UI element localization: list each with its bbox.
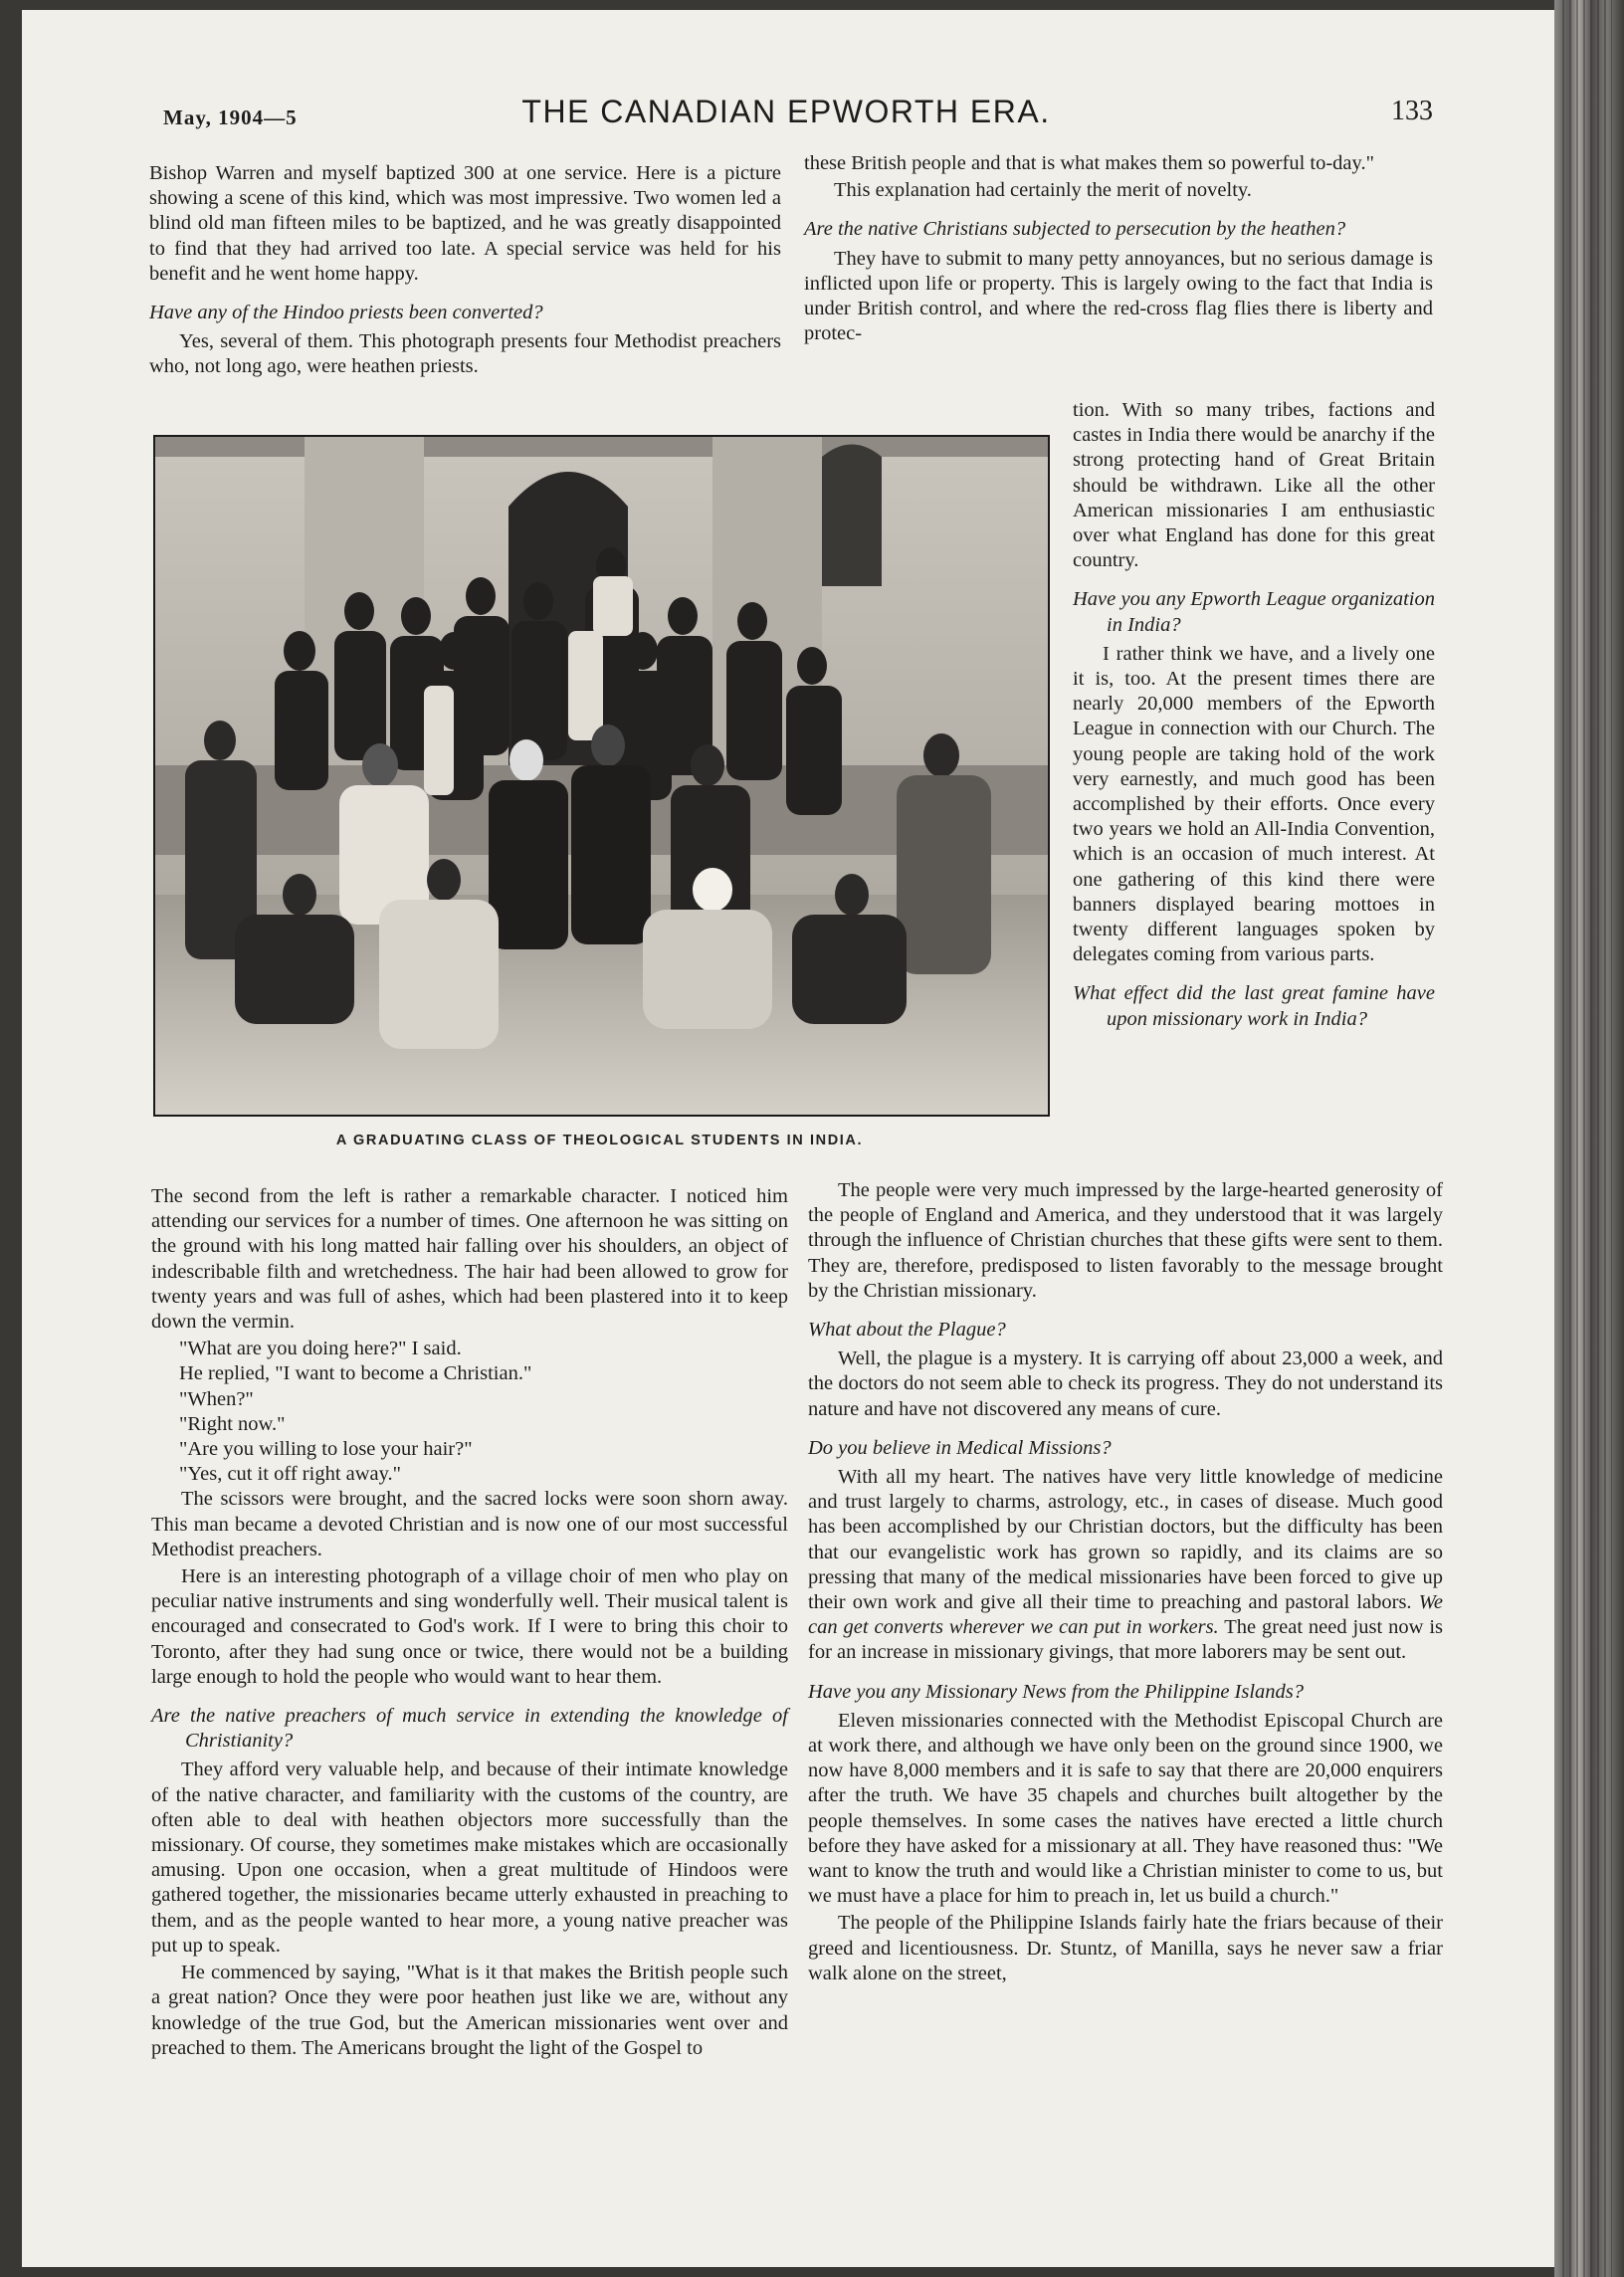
paragraph: The people of the Philippine Islands fairly hate the friars because of their greed and licentiousness. Dr. Stuntz, of Manilla, says he never saw a friar walk alone on the street,: [808, 1912, 1443, 1984]
paragraph: The second from the left is rather a remarkable character. I noticed him attending our services for a number of times. One afternoon he was sitting on the ground with his long matted hair falling over his shoulders, an object of indescribable filth and wretchedness. The hair had been allowed to grow for twenty years and was full of ashes, which had been plastered into it to keep down the vermin.: [151, 1185, 788, 1334]
paragraph: Well, the plague is a mystery. It is carrying off about 23,000 a week, and the doctors do not seem able to check its progress. They do not understand its nature and have not discovered any means of cure.: [808, 1347, 1443, 1420]
photo-caption: A GRADUATING CLASS OF THEOLOGICAL STUDENTS IN INDIA.: [335, 1133, 864, 1148]
paragraph: They have to submit to many petty annoyances, but no serious damage is inflicted upon life or property. This is largely owing to the fact that India is under British control, and where the red-cross flag flies there is liberty and protec-: [804, 247, 1433, 345]
paragraph: tion. With so many tribes, factions and castes in India there would be anarchy if the strong protecting hand of Great Britain should be withdrawn. Like all the other American missionaries I am enthusiastic over what England has done for this great country.: [1073, 399, 1435, 572]
question-heading: What effect did the last great famine have upon missionary work in India?: [1073, 982, 1435, 1030]
column-bottom-left: [151, 1184, 788, 2063]
paragraph: Eleven missionaries connected with the Methodist Episcopal Church are at work there, and although we have only been on the ground since 1900, we now have 8,000 members and it is safe to say that there are 20,000 enquirers after the truth. We have 35 chapels and churches built altogether by the people themselves. In some cases the natives have erected a little church before they have asked for a missionary at all. They have reasoned thus: "We want to know the truth and would like a Christian minister to come to us, but we must have a place for him to preach in, let us build a church.": [808, 1709, 1443, 1908]
book-page-edges: [1562, 0, 1612, 2277]
graduating-class-photo: [155, 437, 1048, 1115]
paragraph-text: The great need just now is for an increase in missionary givings, that more laborers may be sent out.: [808, 1616, 1444, 1664]
dialogue-line: "When?": [179, 1387, 254, 1410]
question-heading: Have you any Epworth League organization in India?: [1073, 588, 1435, 636]
paragraph: Bishop Warren and myself baptized 300 at one service. Here is a picture showing a scene of this kind, which was most impressive. Two women led a blind old man fifteen miles to be baptized, and he was greatly disappointed to find that they had arrived too late. A special service was held for his benefit and he went home happy.: [149, 162, 781, 285]
dialogue-line: "Right now.": [179, 1412, 286, 1435]
header-title: THE CANADIAN EPWORTH ERA.: [521, 94, 1051, 129]
question-heading: Are the native Christians subjected to persecution by the heathen?: [804, 218, 1346, 241]
page-number: 133: [1391, 96, 1433, 126]
paragraph: [808, 1465, 1443, 1666]
question-heading: Have any of the Hindoo priests been converted?: [149, 302, 543, 324]
photograph: [153, 435, 1050, 1117]
paragraph: these British people and that is what makes them so powerful to-day.": [804, 152, 1374, 174]
dialogue-line: "What are you doing here?" I said.: [179, 1338, 462, 1360]
dialogue-line: "Are you willing to lose your hair?": [179, 1438, 473, 1461]
dialogue-line: He replied, "I want to become a Christian.": [179, 1362, 532, 1385]
paragraph: Here is an interesting photograph of a village choir of men who play on peculiar native instruments and sing wonderfully well. Their musical talent is encouraged and consecrated to God's work. If I were to bring this choir to Toronto, after they had sung once or twice, there would not be a building large enough to hold the people who would want to hear them.: [151, 1565, 788, 1688]
page-header: [139, 88, 1433, 137]
emphasized-text: We can get converts wherever we can put in workers.: [808, 1591, 1443, 1639]
paragraph: This explanation had certainly the merit of novelty.: [834, 179, 1252, 202]
paragraph: He commenced by saying, "What is it that makes the British people such a great nation? Once they were poor heathen just like we are, without any knowledge of the true God, but the American missionaries went over and preached to them. The Americans brought the light of the Gospel to: [151, 1962, 788, 2059]
paragraph: They afford very valuable help, and because of their intimate knowledge of the native character, and familiarity with the customs of the country, are often able to deal with heathen objectors more successfully than the missionary. Of course, they sometimes make mistakes which are occasionally amusing. Upon one occasion, when a great multitude of Hindoos were gathered together, the missionaries became utterly exhausted in preaching to them, and as the people wanted to hear more, a young native preacher was put up to speak.: [151, 1759, 788, 1957]
paragraph: Yes, several of them. This photograph presents four Methodist preachers who, not long ago, were heathen priests.: [149, 330, 781, 378]
column-bottom-right: [808, 1178, 1443, 1988]
question-heading: What about the Plague?: [808, 1319, 1006, 1342]
question-heading: Have you any Missionary News from the Philippine Islands?: [808, 1680, 1305, 1703]
question-heading: Are the native preachers of much service in extending the knowledge of Christianity?: [151, 1705, 788, 1753]
paragraph: I rather think we have, and a lively one it is, too. At the present times there are nearly 20,000 members of the Epworth League in connection with our Church. The young people are taking hold of the work very earnestly, and much good has been accomplished by their efforts. Once every two years we hold an All-India Convention, which is an occasion of much interest. At one gathering of this kind there were banners displayed bearing mottoes in twenty different languages spoken by delegates coming from various parts.: [1073, 642, 1435, 966]
header-date: May, 1904—5: [163, 105, 298, 129]
column-top-left: [149, 161, 781, 382]
question-heading: Do you believe in Medical Missions?: [808, 1436, 1112, 1459]
dialogue-line: "Yes, cut it off right away.": [179, 1463, 402, 1486]
paragraph: The scissors were brought, and the sacred locks were soon shorn away. This man became a devoted Christian and is now one of our most successful Methodist preachers.: [151, 1488, 788, 1560]
column-beside-photo: [1073, 398, 1435, 1036]
paragraph-text: With all my heart. The natives have very little knowledge of medicine and trust largely to charms, astrology, etc., in cases of disease. Much good has been accomplished by our Christian doctors, but the difficulty has been that our evangelistic work has grown so rapidly, and its claims are so pressing that many of the medical missionaries have been forced to give up their own work and give all their time to preaching and pastoral labors.: [808, 1466, 1443, 1614]
column-top-right: [804, 151, 1433, 348]
paragraph: The people were very much impressed by the large-hearted generosity of the people of England and America, and they understood that it was largely through the influence of Christian churches that these gifts were sent to them. They are, therefore, predisposed to listen favorably to the message brought by the Christian missionary.: [808, 1179, 1443, 1302]
